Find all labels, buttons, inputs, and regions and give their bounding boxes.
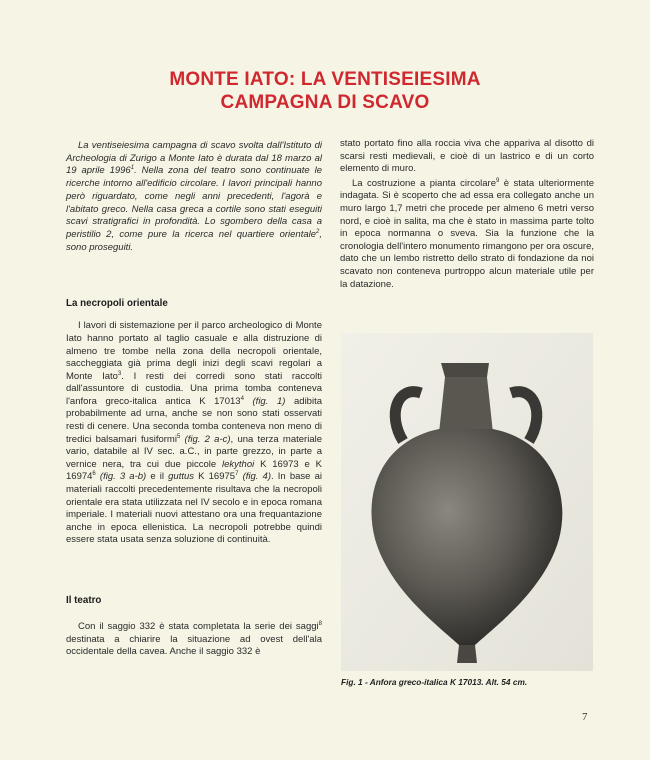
right-paragraph-2 [340, 178, 594, 291]
figure-caption: Fig. 1 - Anfora greco-italica K 17013. Alt. 54 cm. [341, 677, 528, 687]
text: e il [146, 471, 169, 483]
text: destinata a chiarire la situazione ad ovest dell'ala occidentale della cavea. Anche il saggio 332 è [66, 633, 322, 658]
title-line-1: MONTE IATO: LA VENTISEIESIMA [169, 69, 481, 90]
right-column [340, 138, 594, 291]
text: La costruzione a pianta circolare [352, 177, 496, 189]
figure-ref: (fig. 1) [252, 395, 286, 407]
amphora-neck [439, 377, 493, 433]
title-line-2: CAMPAGNA DI SCAVO [220, 92, 430, 113]
footnote-ref: 8 [318, 620, 322, 627]
intro-text-3: , sono proseguiti. [66, 228, 322, 253]
text: . I resti dei corredi sono stati raccolti dall'assuntore di custodia. Una prima tomba conteneva l'anfora greco-italica antica K 17013 [66, 370, 322, 407]
page-number: 7 [582, 711, 588, 723]
text [244, 396, 253, 407]
text: Con il saggio 332 è stata completata la serie dei saggi [78, 621, 319, 633]
text: adibita probabilmente ad urna, anche se non sono stati osservati resti di cenere. Una seconda tomba conteneva non meno di tredici balsamari fusiformi [66, 395, 322, 445]
section-heading-necropoli: La necropoli orientale [66, 298, 168, 310]
footnote-ref: 2 [316, 228, 320, 235]
amphora-rim [441, 363, 489, 377]
amphora-illustration [341, 333, 593, 671]
intro-text-1: La ventiseiesima campagna di scavo svolta dall'Istituto di Archeologia di Zurigo a Monte Iato è durata dal 18 marzo al 19 aprile 1996 [66, 140, 322, 177]
footnote-ref: 1 [130, 165, 135, 172]
figure-ref: (fig. 3 a-b) [99, 471, 147, 483]
text: K 16975 [194, 471, 236, 483]
footnote-ref: 7 [235, 471, 239, 478]
teatro-paragraph [66, 621, 322, 659]
intro-text-2: . Nella zona del teatro sono continuate le ricerche intorno all'edificio circolare. I lavori principali hanno però riguardato, come negli anni precedenti, l'agorà e l'abitato greco. Nella casa greca a cortile sono stati eseguiti scavi stratigrafici in profondità. Lo sgombero della casa a peristilio 2, come pure la ricerca nel quartiere orientale [66, 165, 322, 240]
figure-ref: (fig. 2 a-c) [184, 433, 231, 445]
figure-ref: (fig. 4) [242, 471, 271, 483]
text: , una terza materiale vario, databile al IV sec. a.C., in parte grezzo, in parte a vernice nera, tra cui due piccole [66, 433, 322, 470]
term-italic: guttus [168, 471, 195, 483]
text: K 16973 e K 16974 [66, 458, 322, 483]
text: I lavori di sistemazione per il parco archeologico di Monte Iato hanno portato al taglio casuale e alla distruzione di almeno tre tombe nella zona della necropoli orientale, saccheggiata già prima degli inizi degli scavi regolari a Monte Iato [66, 320, 322, 382]
section-heading-teatro: Il teatro [66, 595, 102, 607]
necropoli-paragraph [66, 320, 322, 547]
amphora-foot [457, 645, 477, 663]
left-column [66, 140, 322, 659]
footnote-ref: 9 [496, 177, 500, 184]
text: è stata ulteriormente indagata. Si è scoperto che ad essa era collegato anche un muro largo 1,7 metri che procede per almeno 6 metri verso nord, e cioè in salita, ma che è stato in massima parte tolto in epoca normanna o sveva. Sia la funzione che la cronologia dell'intero monumento rimangono per ora oscure, dato che un lembo ristretto dello strato di fondazione da noi scavato non conteneva purtroppo alcun materiale utile per la datazione. [340, 177, 594, 290]
amphora-photo [341, 333, 593, 671]
text: . In base ai materiali raccolti precedentemente risultava che la necropoli orientale era stata utilizzata nel IV secolo e in epoca romana imperiale. I materiali nuovi attestano ora una frequantazione anche in epoca ellenistica. La necropoli potrebbe quindi essere stata usata senza soluzione di continuità. [66, 471, 322, 546]
page-title [0, 68, 650, 114]
footnote-ref: 4 [240, 395, 244, 402]
footnote-ref: 6 [92, 471, 96, 478]
right-paragraph-1: stato portato fino alla roccia viva che appariva al disotto di scarsi resti medievali, e cioè di un lastrico e di un corto elemento di muro. [340, 138, 594, 175]
footnote-ref: 3 [117, 370, 122, 377]
footnote-ref: 5 [176, 433, 181, 440]
term-italic: lekythoi [222, 458, 255, 470]
intro-paragraph [66, 140, 322, 254]
